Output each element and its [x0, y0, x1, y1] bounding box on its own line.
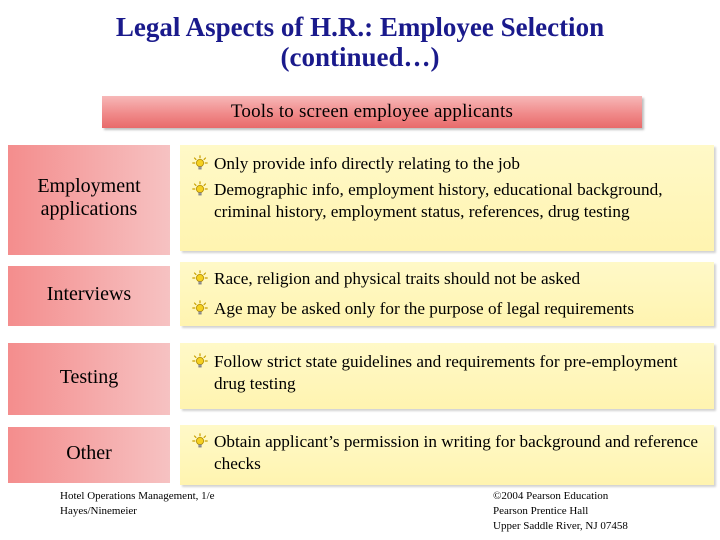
footer-book-title: Hotel Operations Management, 1/e: [60, 490, 215, 502]
bullet-item: [192, 431, 710, 475]
lightbulb-icon: [192, 300, 208, 316]
details-box-testing: [180, 343, 714, 409]
lightbulb-icon: [192, 433, 208, 449]
footer-publisher: Pearson Prentice Hall: [493, 505, 589, 517]
label-box-other: Other: [8, 427, 170, 483]
slide-title: [0, 12, 720, 72]
footer-left: [60, 489, 215, 519]
bullet-text: Demographic info, employment history, educational background, criminal history, employment status, references, drug testing: [214, 180, 663, 221]
footer-right: [493, 489, 628, 534]
title-line-2: (continued…): [280, 42, 440, 72]
label-box-employment-applications: [8, 145, 170, 255]
label-employment-line-1: Employment: [37, 175, 141, 197]
bullet-text: Only provide info directly relating to the job: [214, 154, 520, 173]
details-box-interviews: [180, 262, 714, 326]
bullet-item: [192, 351, 710, 395]
lightbulb-icon: [192, 181, 208, 197]
bullet-text: Age may be asked only for the purpose of legal requirements: [214, 299, 635, 318]
bullet-item: [192, 298, 710, 320]
lightbulb-icon: [192, 353, 208, 369]
label-box-interviews: Interviews: [8, 266, 170, 326]
bullet-item: [192, 153, 710, 175]
details-box-employment-applications: [180, 145, 714, 251]
bullet-text: Obtain applicant’s permission in writing for background and reference checks: [214, 432, 698, 473]
footer-authors: Hayes/Ninemeier: [60, 505, 137, 517]
bullet-text: Race, religion and physical traits should not be asked: [214, 269, 581, 288]
lightbulb-icon: [192, 270, 208, 286]
title-line-1: Legal Aspects of H.R.: Employee Selection: [115, 12, 605, 42]
footer-copyright: ©2004 Pearson Education: [493, 490, 609, 502]
footer-location: Upper Saddle River, NJ 07458: [493, 520, 628, 532]
label-box-testing: Testing: [8, 343, 170, 415]
label-employment-line-2: applications: [40, 198, 138, 220]
lightbulb-icon: [192, 155, 208, 171]
bullet-item: [192, 179, 710, 223]
bullet-item: [192, 268, 710, 290]
details-box-other: [180, 425, 714, 485]
bullet-text: Follow strict state guidelines and requirements for pre-employment drug testing: [214, 352, 678, 393]
subtitle-banner: Tools to screen employee applicants: [102, 96, 642, 128]
